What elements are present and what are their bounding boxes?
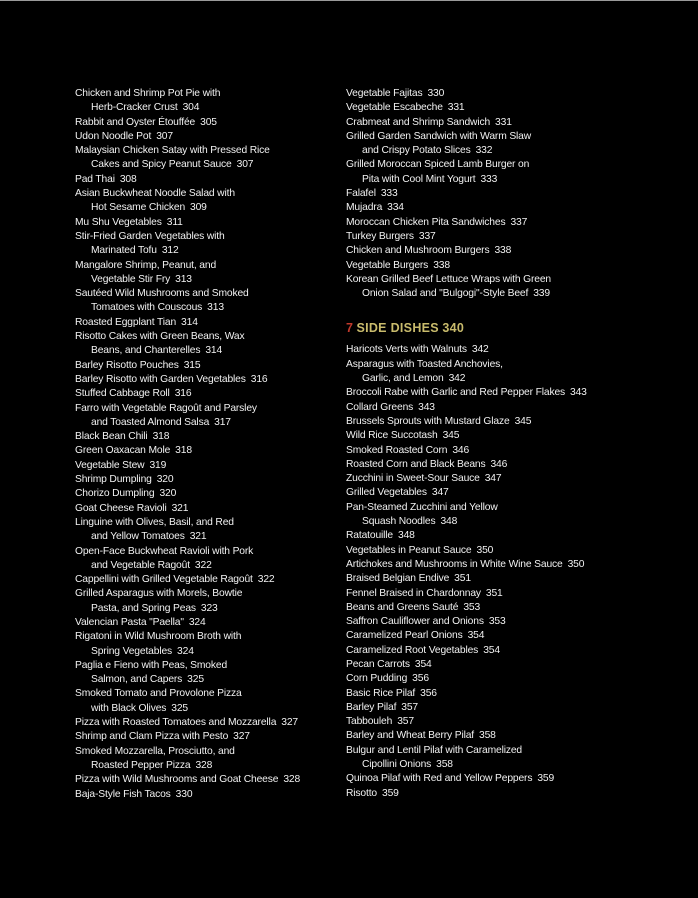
entry-title-continued: Pasta, and Spring Peas 323 (91, 602, 218, 614)
index-entry (346, 601, 646, 615)
entry-title: Caramelized Pearl Onions 354 (346, 630, 485, 642)
entry-title: Vegetable Burgers 338 (346, 259, 450, 271)
page-number: 319 (149, 459, 167, 471)
index-entry (75, 616, 335, 630)
entry-title-continued: with Black Olives 325 (91, 702, 189, 714)
page-number: 330 (175, 788, 193, 800)
page-number: 316 (250, 373, 268, 385)
entry-title-continued: Spring Vegetables 324 (91, 645, 194, 657)
entry-title: Bulgur and Lentil Pilaf with Caramelized (346, 744, 523, 756)
entry-title: Udon Noodle Pot 307 (75, 130, 173, 142)
page-number: 343 (570, 387, 587, 399)
entry-title-continued: Herb-Cracker Crust 304 (91, 102, 200, 114)
entry-title: Pan-Steamed Zucchini and Yellow (346, 501, 498, 513)
entry-title: Pizza with Wild Mushrooms and Goat Cheese 328 (75, 774, 301, 786)
index-entry (75, 387, 335, 401)
index-entry (75, 444, 335, 458)
entry-title: Shrimp Dumpling 320 (75, 474, 174, 486)
page-number: 314 (181, 316, 198, 328)
index-entry (75, 87, 335, 116)
entry-title: Asparagus with Toasted Anchovies, (346, 358, 503, 370)
index-entry (75, 473, 335, 487)
entry-title: Moroccan Chicken Pita Sandwiches 337 (346, 216, 528, 228)
entry-title: Chorizo Dumpling 320 (75, 488, 177, 500)
entry-title: Open-Face Buckwheat Ravioli with Pork (75, 545, 254, 557)
entry-title: Pizza with Roasted Tomatoes and Mozzarella 327 (75, 717, 299, 729)
entry-title-continued: and Vegetable Ragoût 322 (91, 559, 212, 571)
index-entry (346, 187, 646, 201)
index-entry (346, 587, 646, 601)
page-number: 350 (476, 544, 494, 556)
index-entry (346, 87, 646, 101)
entry-title: Barley Risotto Pouches 315 (75, 359, 201, 371)
index-entry (346, 501, 646, 530)
index-list-main-dishes (346, 87, 646, 301)
entry-title: Cappellini with Grilled Vegetable Ragoût 322 (75, 574, 275, 586)
entry-title: Smoked Roasted Corn 346 (346, 444, 470, 456)
index-entry (346, 358, 646, 387)
section-page-number: 340 (442, 321, 465, 336)
index-entry (75, 573, 335, 587)
index-entry (346, 386, 646, 400)
page-number: 353 (488, 616, 506, 628)
page-number: 313 (207, 302, 224, 314)
index-entry (75, 359, 335, 373)
index-entry (75, 130, 335, 144)
index-entry (346, 701, 646, 715)
index-entry (346, 658, 646, 672)
index-entry (346, 687, 646, 701)
page-number: 343 (418, 401, 435, 413)
page-number: 351 (454, 573, 471, 585)
index-entry (75, 402, 335, 431)
entry-title: Mangalore Shrimp, Peanut, and (75, 259, 217, 271)
section-number: 7 (346, 321, 353, 336)
entry-title-continued: Cipollini Onions 358 (362, 759, 453, 771)
page-number: 337 (418, 230, 436, 242)
page-number: 321 (189, 531, 207, 543)
entry-title: Smoked Mozzarella, Prosciutto, and (75, 745, 235, 757)
page-number: 354 (483, 644, 500, 656)
page-number: 315 (183, 359, 201, 371)
entry-title: Haricots Verts with Walnuts 342 (346, 344, 489, 356)
page-number: 346 (452, 444, 470, 456)
index-entry (75, 545, 335, 574)
page-number: 359 (537, 773, 555, 785)
index-entry (75, 173, 335, 187)
index-entry (346, 572, 646, 586)
index-entry (75, 116, 335, 130)
index-column-left (75, 87, 335, 802)
entry-title: Chicken and Shrimp Pot Pie with (75, 88, 221, 99)
index-entry (346, 343, 646, 357)
entry-title: Mu Shu Vegetables 311 (75, 216, 183, 228)
entry-title: Chicken and Mushroom Burgers 338 (346, 245, 512, 257)
page-number: 321 (171, 502, 189, 514)
page-number: 305 (200, 116, 217, 128)
index-entry (346, 130, 646, 159)
entry-title: Korean Grilled Beef Lettuce Wraps with Green (346, 273, 551, 285)
entry-title-continued: Onion Salad and "Bulgogi"-Style Beef 339 (362, 288, 550, 300)
index-entry (75, 745, 335, 774)
entry-title: Goat Cheese Ravioli 321 (75, 502, 189, 514)
index-entry (346, 116, 646, 130)
page-number: 332 (475, 145, 493, 157)
entry-title: Basic Rice Pilaf 356 (346, 687, 437, 699)
index-entry (346, 772, 646, 786)
entry-title: Barley Risotto with Garden Vegetables 316 (75, 373, 268, 385)
index-entry (75, 687, 335, 716)
entry-title: Farro with Vegetable Ragoût and Parsley (75, 402, 257, 414)
index-entry (346, 244, 646, 258)
index-entry (75, 287, 335, 316)
entry-title-continued: Hot Sesame Chicken 309 (91, 202, 207, 214)
index-entry (75, 216, 335, 230)
entry-title: Collard Greens 343 (346, 401, 435, 413)
index-entry (346, 415, 646, 429)
entry-title: Brussels Sprouts with Mustard Glaze 345 (346, 415, 532, 427)
entry-title-continued: and Toasted Almond Salsa 317 (91, 416, 231, 428)
page-number: 348 (440, 516, 458, 528)
entry-title: Risotto 359 (346, 787, 399, 799)
entry-title-continued: Tomatoes with Couscous 313 (91, 302, 224, 314)
entry-title: Valencian Pasta "Paella" 324 (75, 616, 206, 628)
page-number: 353 (463, 601, 481, 613)
section-title: SIDE DISHES (356, 321, 439, 336)
entry-title: Rigatoni in Wild Mushroom Broth with (75, 631, 242, 643)
index-entry (75, 630, 335, 659)
entry-title: Caramelized Root Vegetables 354 (346, 644, 500, 656)
entry-title-continued: and Yellow Tomatoes 321 (91, 531, 207, 543)
page-number: 346 (490, 458, 508, 470)
entry-title: Corn Pudding 356 (346, 673, 429, 685)
entry-title: Broccoli Rabe with Garlic and Red Pepper Flakes 343 (346, 387, 587, 399)
entry-title: Barley Pilaf 357 (346, 701, 419, 713)
index-entry (346, 201, 646, 215)
index-entry (75, 730, 335, 744)
page-number: 351 (485, 587, 503, 599)
index-entry (346, 558, 646, 572)
entry-title: Saffron Cauliflower and Onions 353 (346, 616, 506, 628)
page-number: 347 (431, 487, 449, 499)
page-number: 337 (510, 216, 528, 228)
index-entry (346, 744, 646, 773)
entry-title: Barley and Wheat Berry Pilaf 358 (346, 730, 496, 742)
index-entry (346, 486, 646, 500)
index-entry (75, 259, 335, 288)
entry-title: Smoked Tomato and Provolone Pizza (75, 688, 242, 700)
page-number: 328 (195, 759, 213, 771)
index-entry (75, 487, 335, 501)
page-number: 327 (233, 731, 250, 743)
page-number: 350 (567, 558, 585, 570)
entry-title-continued: Marinated Tofu 312 (91, 245, 179, 257)
page-number: 334 (387, 202, 404, 214)
index-entry (75, 316, 335, 330)
page-number: 325 (187, 674, 204, 686)
index-entry (346, 715, 646, 729)
entry-title-continued: Vegetable Stir Fry 313 (91, 273, 192, 285)
entry-title: Wild Rice Succotash 345 (346, 430, 460, 442)
entry-title: Roasted Corn and Black Beans 346 (346, 458, 508, 470)
page-number: 318 (152, 431, 170, 443)
index-entry (346, 216, 646, 230)
entry-title-continued: Garlic, and Lemon 342 (362, 373, 466, 385)
entry-title: Grilled Vegetables 347 (346, 487, 449, 499)
index-entry (346, 230, 646, 244)
entry-title: Malaysian Chicken Satay with Pressed Rice (75, 145, 270, 157)
index-entry (346, 429, 646, 443)
entry-title: Beans and Greens Sauté 353 (346, 601, 481, 613)
page-number: 358 (436, 759, 453, 771)
page-number: 359 (382, 787, 399, 799)
page-number: 354 (414, 658, 432, 670)
entry-title: Tabbouleh 357 (346, 716, 414, 728)
page-number: 333 (380, 188, 398, 200)
entry-title: Roasted Eggplant Tian 314 (75, 316, 198, 328)
page-number: 328 (283, 774, 301, 786)
index-column-right (346, 87, 646, 801)
entry-title: Braised Belgian Endive 351 (346, 573, 471, 585)
index-entry (75, 330, 335, 359)
entry-title: Black Bean Chili 318 (75, 431, 170, 443)
page-number: 327 (281, 717, 299, 729)
index-entry (75, 587, 335, 616)
entry-title: Vegetables in Peanut Sauce 350 (346, 544, 494, 556)
page-number: 333 (480, 173, 498, 185)
entry-title: Shrimp and Clam Pizza with Pesto 327 (75, 731, 250, 743)
page-number: 308 (119, 173, 137, 185)
page-number: 342 (471, 344, 489, 356)
page-number: 320 (159, 488, 177, 500)
entry-title: Linguine with Olives, Basil, and Red (75, 516, 234, 528)
page-number: 325 (171, 702, 189, 714)
index-entry (75, 502, 335, 516)
page-number: 314 (205, 345, 223, 357)
entry-title: Artichokes and Mushrooms in White Wine Sauce 350 (346, 558, 585, 570)
page-number: 338 (494, 245, 512, 257)
page-number: 357 (401, 701, 419, 713)
entry-title: Grilled Moroccan Spiced Lamb Burger on (346, 159, 530, 171)
page-number: 311 (166, 216, 183, 228)
page-number: 339 (533, 288, 550, 300)
index-entry (346, 158, 646, 187)
entry-title-continued: and Crispy Potato Slices 332 (362, 145, 493, 157)
entry-title: Crabmeat and Shrimp Sandwich 331 (346, 116, 512, 128)
entry-title-continued: Cakes and Spicy Peanut Sauce 307 (91, 159, 254, 171)
index-entry (346, 401, 646, 415)
index-entry (75, 773, 335, 787)
entry-title: Falafel 333 (346, 188, 398, 200)
index-entry (346, 544, 646, 558)
entry-title: Green Oaxacan Mole 318 (75, 445, 192, 457)
page-number: 342 (448, 373, 466, 385)
entry-title: Baja-Style Fish Tacos 330 (75, 788, 193, 800)
page-number: 345 (514, 415, 532, 427)
page-number: 324 (188, 616, 206, 628)
page-number: 338 (433, 259, 450, 271)
page-number: 323 (200, 602, 218, 614)
entry-title: Stir-Fried Garden Vegetables with (75, 230, 225, 242)
entry-title-continued: Beans, and Chanterelles 314 (91, 345, 223, 357)
index-entry (346, 644, 646, 658)
page-number: 331 (447, 102, 465, 114)
index-entry (346, 629, 646, 643)
page-number: 356 (420, 687, 437, 699)
page-number: 316 (174, 388, 192, 400)
page-number: 324 (177, 645, 194, 657)
entry-title-continued: Pita with Cool Mint Yogurt 333 (362, 173, 498, 185)
entry-title: Grilled Asparagus with Morels, Bowtie (75, 588, 243, 600)
index-entry (346, 444, 646, 458)
index-entry (75, 788, 335, 802)
entry-title: Mujadra 334 (346, 202, 404, 214)
page-number: 348 (398, 530, 415, 542)
index-entry (75, 516, 335, 545)
page-number: 331 (495, 116, 512, 128)
index-entry (346, 458, 646, 472)
entry-title: Rabbit and Oyster Étouffée 305 (75, 116, 217, 128)
page-number: 322 (257, 574, 275, 586)
entry-title: Vegetable Escabeche 331 (346, 102, 465, 114)
page-number: 307 (236, 159, 254, 171)
page-number: 322 (194, 559, 212, 571)
entry-title-continued: Salmon, and Capers 325 (91, 674, 204, 686)
entry-title: Pad Thai 308 (75, 173, 137, 185)
index-entry (75, 230, 335, 259)
entry-title: Fennel Braised in Chardonnay 351 (346, 587, 503, 599)
index-entry (346, 273, 646, 302)
page-number: 354 (467, 630, 485, 642)
index-entry (75, 659, 335, 688)
entry-title: Zucchini in Sweet-Sour Sauce 347 (346, 473, 502, 485)
page-number: 357 (397, 716, 414, 728)
entry-title: Grilled Garden Sandwich with Warm Slaw (346, 130, 532, 142)
page-number: 313 (175, 273, 192, 285)
entry-title: Asian Buckwheat Noodle Salad with (75, 188, 235, 200)
page-number: 318 (175, 445, 192, 457)
page-number: 347 (484, 473, 502, 485)
entry-title: Sautéed Wild Mushrooms and Smoked (75, 288, 249, 300)
page-number: 307 (156, 130, 173, 142)
entry-title: Quinoa Pilaf with Red and Yellow Peppers 359 (346, 773, 555, 785)
page-number: 304 (182, 102, 200, 114)
entry-title: Risotto Cakes with Green Beans, Wax (75, 331, 245, 343)
index-entry (75, 430, 335, 444)
entry-title-continued: Roasted Pepper Pizza 328 (91, 759, 213, 771)
page-number: 356 (412, 673, 429, 685)
page-number: 312 (161, 245, 179, 257)
page-number: 317 (214, 416, 231, 428)
index-entry (346, 529, 646, 543)
page-number: 358 (479, 730, 496, 742)
index-list-side-dishes (346, 343, 646, 801)
index-entry (346, 101, 646, 115)
entry-title-continued: Squash Noodles 348 (362, 516, 458, 528)
index-entry (346, 787, 646, 801)
entry-title: Turkey Burgers 337 (346, 230, 436, 242)
index-entry (75, 459, 335, 473)
entry-title: Ratatouille 348 (346, 530, 415, 542)
index-entry (75, 144, 335, 173)
entry-title: Stuffed Cabbage Roll 316 (75, 388, 192, 400)
index-entry (346, 472, 646, 486)
page-number: 309 (190, 202, 207, 214)
top-rule (0, 0, 698, 1)
section-heading-side-dishes (346, 321, 646, 335)
entry-title: Vegetable Fajitas 330 (346, 88, 445, 99)
index-entry (75, 716, 335, 730)
page-number: 345 (442, 430, 460, 442)
entry-title: Paglia e Fieno with Peas, Smoked (75, 659, 228, 671)
index-entry (346, 729, 646, 743)
index-entry (346, 259, 646, 273)
page-number: 320 (156, 474, 174, 486)
index-entry (75, 373, 335, 387)
page-number: 330 (427, 88, 445, 99)
index-entry (346, 672, 646, 686)
entry-title: Pecan Carrots 354 (346, 658, 432, 670)
index-entry (346, 615, 646, 629)
index-entry (75, 187, 335, 216)
entry-title: Vegetable Stew 319 (75, 459, 167, 471)
